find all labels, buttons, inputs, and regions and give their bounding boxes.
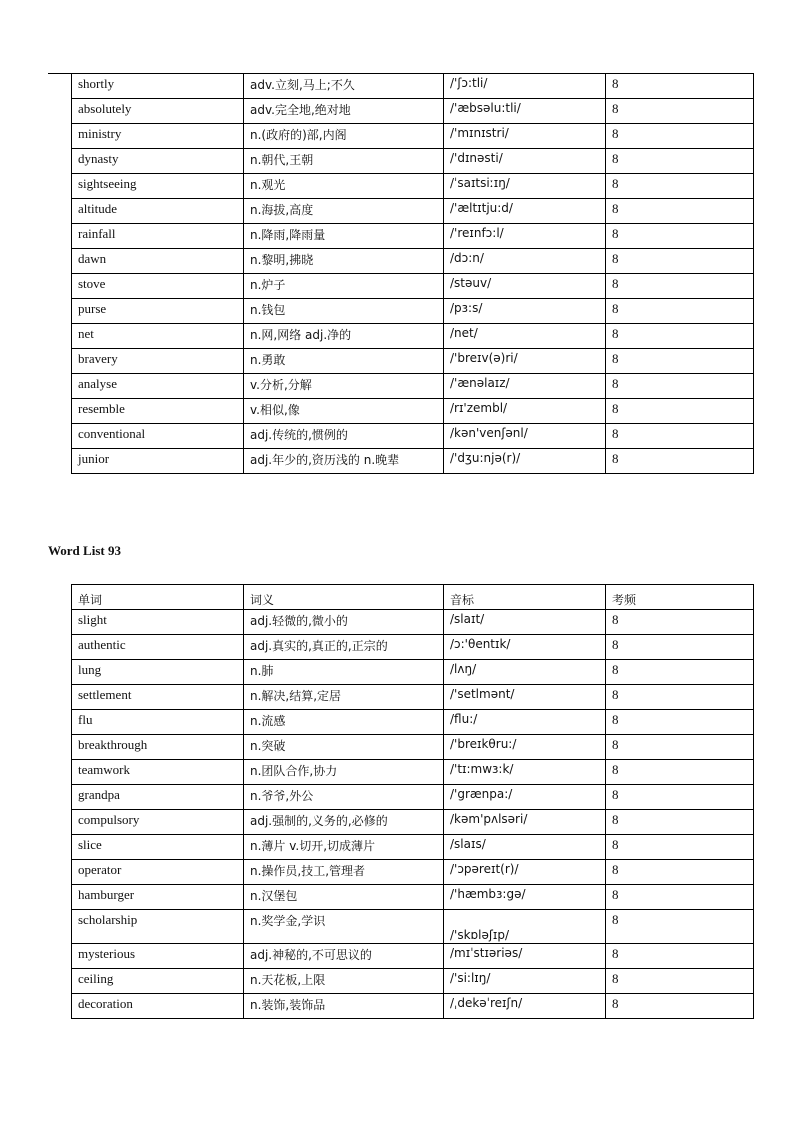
header-frequency: 考频 bbox=[606, 585, 754, 610]
table-row bbox=[72, 685, 754, 710]
meaning-cell: adj.强制的,义务的,必修的 bbox=[244, 810, 444, 835]
table-header-row bbox=[72, 585, 754, 610]
table-row bbox=[72, 635, 754, 660]
meaning-cell: n.爷爷,外公 bbox=[244, 785, 444, 810]
frequency-cell: 8 bbox=[606, 224, 754, 249]
meaning-cell: n.突破 bbox=[244, 735, 444, 760]
table-row bbox=[72, 199, 754, 224]
phonetic-cell: /'æbsəlu:tli/ bbox=[444, 99, 606, 124]
meaning-cell: adj.神秘的,不可思议的 bbox=[244, 944, 444, 969]
table-row bbox=[72, 835, 754, 860]
phonetic-cell: /ɔ:'θentɪk/ bbox=[444, 635, 606, 660]
word-cell: hamburger bbox=[72, 885, 244, 910]
phonetic-cell: /mɪˈstɪəriəs/ bbox=[444, 944, 606, 969]
word-cell: grandpa bbox=[72, 785, 244, 810]
meaning-cell: n.降雨,降雨量 bbox=[244, 224, 444, 249]
word-cell: breakthrough bbox=[72, 735, 244, 760]
frequency-cell: 8 bbox=[606, 685, 754, 710]
frequency-cell: 8 bbox=[606, 249, 754, 274]
meaning-cell: n.钱包 bbox=[244, 299, 444, 324]
meaning-cell: n.朝代,王朝 bbox=[244, 149, 444, 174]
frequency-cell: 8 bbox=[606, 735, 754, 760]
phonetic-cell: /'dʒu:njə(r)/ bbox=[444, 449, 606, 474]
meaning-cell: n.薄片 v.切开,切成薄片 bbox=[244, 835, 444, 860]
table-row bbox=[72, 994, 754, 1019]
word-cell: compulsory bbox=[72, 810, 244, 835]
frequency-cell: 8 bbox=[606, 835, 754, 860]
table-row bbox=[72, 349, 754, 374]
frequency-cell: 8 bbox=[606, 710, 754, 735]
meaning-cell: adj.年少的,资历浅的 n.晚辈 bbox=[244, 449, 444, 474]
frequency-cell: 8 bbox=[606, 424, 754, 449]
meaning-cell: v.相似,像 bbox=[244, 399, 444, 424]
header-meaning: 词义 bbox=[244, 585, 444, 610]
word-cell: slice bbox=[72, 835, 244, 860]
word-cell: slight bbox=[72, 610, 244, 635]
frequency-cell: 8 bbox=[606, 910, 754, 944]
table-row bbox=[72, 860, 754, 885]
phonetic-cell: /'breɪv(ə)ri/ bbox=[444, 349, 606, 374]
meaning-cell: n.勇敢 bbox=[244, 349, 444, 374]
table-row bbox=[72, 99, 754, 124]
word-cell: dawn bbox=[72, 249, 244, 274]
phonetic-cell: /net/ bbox=[444, 324, 606, 349]
vocab-table-continued bbox=[71, 73, 754, 474]
phonetic-cell: /'setlmənt/ bbox=[444, 685, 606, 710]
header-word: 单词 bbox=[72, 585, 244, 610]
word-cell: purse bbox=[72, 299, 244, 324]
word-cell: bravery bbox=[72, 349, 244, 374]
meaning-cell: n.网,网络 adj.净的 bbox=[244, 324, 444, 349]
phonetic-cell: /'tɪ:mwɜ:k/ bbox=[444, 760, 606, 785]
vocab-table-body bbox=[72, 585, 754, 1019]
phonetic-cell: /ˌdekəˈreɪʃn/ bbox=[444, 994, 606, 1019]
table-row bbox=[72, 735, 754, 760]
meaning-cell: n.团队合作,协力 bbox=[244, 760, 444, 785]
word-cell: decoration bbox=[72, 994, 244, 1019]
phonetic-cell: /kən'venʃənl/ bbox=[444, 424, 606, 449]
frequency-cell: 8 bbox=[606, 635, 754, 660]
word-cell: scholarship bbox=[72, 910, 244, 944]
phonetic-cell: /'ænəlaɪz/ bbox=[444, 374, 606, 399]
meaning-cell: adj.轻微的,微小的 bbox=[244, 610, 444, 635]
word-cell: shortly bbox=[72, 74, 244, 99]
table-row bbox=[72, 74, 754, 99]
frequency-cell: 8 bbox=[606, 99, 754, 124]
table-row bbox=[72, 274, 754, 299]
vocab-table-body bbox=[72, 74, 754, 474]
table-row bbox=[72, 299, 754, 324]
meaning-cell: adj.真实的,真正的,正宗的 bbox=[244, 635, 444, 660]
phonetic-cell: /'mɪnɪstri/ bbox=[444, 124, 606, 149]
frequency-cell: 8 bbox=[606, 944, 754, 969]
word-cell: authentic bbox=[72, 635, 244, 660]
table-row bbox=[72, 710, 754, 735]
frequency-cell: 8 bbox=[606, 760, 754, 785]
section-title: Word List 93 bbox=[48, 543, 121, 558]
meaning-cell: n.黎明,拂晓 bbox=[244, 249, 444, 274]
phonetic-cell: /slaɪs/ bbox=[444, 835, 606, 860]
frequency-cell: 8 bbox=[606, 660, 754, 685]
table-row bbox=[72, 760, 754, 785]
table-row bbox=[72, 174, 754, 199]
frequency-cell: 8 bbox=[606, 610, 754, 635]
meaning-cell: n.操作员,技工,管理者 bbox=[244, 860, 444, 885]
frequency-cell: 8 bbox=[606, 449, 754, 474]
word-cell: absolutely bbox=[72, 99, 244, 124]
frequency-cell: 8 bbox=[606, 74, 754, 99]
frequency-cell: 8 bbox=[606, 199, 754, 224]
word-cell: ministry bbox=[72, 124, 244, 149]
word-cell: operator bbox=[72, 860, 244, 885]
word-cell: rainfall bbox=[72, 224, 244, 249]
phonetic-cell: /'breɪkθru:/ bbox=[444, 735, 606, 760]
phonetic-cell: /'dɪnəsti/ bbox=[444, 149, 606, 174]
meaning-cell: n.汉堡包 bbox=[244, 885, 444, 910]
meaning-cell: n.肺 bbox=[244, 660, 444, 685]
phonetic-cell: /stəuv/ bbox=[444, 274, 606, 299]
table-row bbox=[72, 249, 754, 274]
meaning-cell: adv.完全地,绝对地 bbox=[244, 99, 444, 124]
table-row bbox=[72, 399, 754, 424]
frequency-cell: 8 bbox=[606, 299, 754, 324]
phonetic-cell: /slaɪt/ bbox=[444, 610, 606, 635]
meaning-cell: n.炉子 bbox=[244, 274, 444, 299]
table-row bbox=[72, 610, 754, 635]
word-cell: ceiling bbox=[72, 969, 244, 994]
meaning-cell: n.奖学金,学识 bbox=[244, 910, 444, 944]
phonetic-cell: /'grænpa:/ bbox=[444, 785, 606, 810]
word-cell: flu bbox=[72, 710, 244, 735]
table-row bbox=[72, 124, 754, 149]
meaning-cell: adj.传统的,惯例的 bbox=[244, 424, 444, 449]
frequency-cell: 8 bbox=[606, 324, 754, 349]
frequency-cell: 8 bbox=[606, 969, 754, 994]
meaning-cell: n.观光 bbox=[244, 174, 444, 199]
meaning-cell: v.分析,分解 bbox=[244, 374, 444, 399]
table-row bbox=[72, 969, 754, 994]
table-row bbox=[72, 149, 754, 174]
word-cell: conventional bbox=[72, 424, 244, 449]
phonetic-cell: /rɪ'zembl/ bbox=[444, 399, 606, 424]
phonetic-cell: /'skɒləʃɪp/ bbox=[444, 910, 606, 944]
word-cell: dynasty bbox=[72, 149, 244, 174]
frequency-cell: 8 bbox=[606, 374, 754, 399]
table-row bbox=[72, 810, 754, 835]
frequency-cell: 8 bbox=[606, 124, 754, 149]
word-cell: sightseeing bbox=[72, 174, 244, 199]
meaning-cell: n.海拔,高度 bbox=[244, 199, 444, 224]
phonetic-cell: /kəm'pʌlsəri/ bbox=[444, 810, 606, 835]
meaning-cell: n.装饰,装饰品 bbox=[244, 994, 444, 1019]
word-cell: net bbox=[72, 324, 244, 349]
word-cell: lung bbox=[72, 660, 244, 685]
frequency-cell: 8 bbox=[606, 785, 754, 810]
table-row bbox=[72, 944, 754, 969]
table-row bbox=[72, 449, 754, 474]
phonetic-cell: /'ʃɔ:tli/ bbox=[444, 74, 606, 99]
word-cell: mysterious bbox=[72, 944, 244, 969]
phonetic-cell: /dɔ:n/ bbox=[444, 249, 606, 274]
frequency-cell: 8 bbox=[606, 994, 754, 1019]
header-phonetic: 音标 bbox=[444, 585, 606, 610]
phonetic-cell: /'hæmbɜ:gə/ bbox=[444, 885, 606, 910]
word-cell: altitude bbox=[72, 199, 244, 224]
frequency-cell: 8 bbox=[606, 860, 754, 885]
frequency-cell: 8 bbox=[606, 885, 754, 910]
word-cell: junior bbox=[72, 449, 244, 474]
word-cell: teamwork bbox=[72, 760, 244, 785]
table-row bbox=[72, 785, 754, 810]
phonetic-cell: /flu:/ bbox=[444, 710, 606, 735]
word-cell: resemble bbox=[72, 399, 244, 424]
word-cell: analyse bbox=[72, 374, 244, 399]
frequency-cell: 8 bbox=[606, 810, 754, 835]
frequency-cell: 8 bbox=[606, 399, 754, 424]
meaning-cell: n.流感 bbox=[244, 710, 444, 735]
frequency-cell: 8 bbox=[606, 274, 754, 299]
word-cell: stove bbox=[72, 274, 244, 299]
table-row bbox=[72, 324, 754, 349]
vocab-table-word-list-93 bbox=[71, 584, 754, 1019]
phonetic-cell: /'si:lɪŋ/ bbox=[444, 969, 606, 994]
meaning-cell: n.(政府的)部,内阁 bbox=[244, 124, 444, 149]
phonetic-cell: /pɜ:s/ bbox=[444, 299, 606, 324]
frequency-cell: 8 bbox=[606, 174, 754, 199]
meaning-cell: adv.立刻,马上;不久 bbox=[244, 74, 444, 99]
meaning-cell: n.解决,结算,定居 bbox=[244, 685, 444, 710]
table-row bbox=[72, 374, 754, 399]
table-row bbox=[72, 224, 754, 249]
phonetic-cell: /'æltɪtju:d/ bbox=[444, 199, 606, 224]
phonetic-cell: /'ɔpəreɪt(r)/ bbox=[444, 860, 606, 885]
phonetic-cell: /'reɪnfɔ:l/ bbox=[444, 224, 606, 249]
table-row bbox=[72, 424, 754, 449]
frequency-cell: 8 bbox=[606, 149, 754, 174]
word-cell: settlement bbox=[72, 685, 244, 710]
table-row bbox=[72, 910, 754, 944]
table-row bbox=[72, 660, 754, 685]
frequency-cell: 8 bbox=[606, 349, 754, 374]
phonetic-cell: /ˈsaɪtsiːɪŋ/ bbox=[444, 174, 606, 199]
phonetic-cell: /lʌŋ/ bbox=[444, 660, 606, 685]
table-row bbox=[72, 885, 754, 910]
meaning-cell: n.天花板,上限 bbox=[244, 969, 444, 994]
